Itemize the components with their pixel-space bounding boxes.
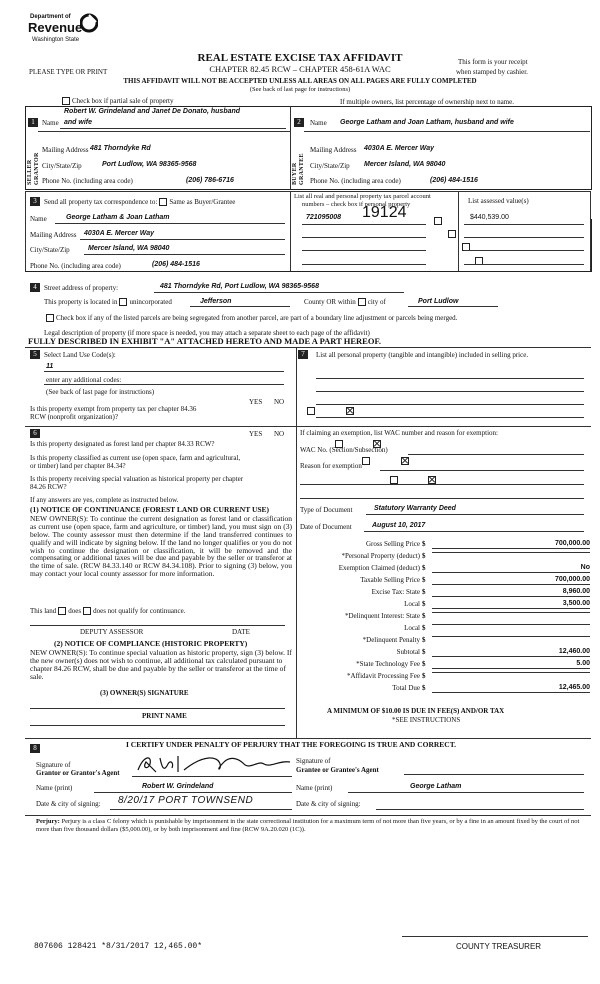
within-city-checkbox[interactable]	[358, 298, 366, 306]
receipt-note-2: when stamped by cashier.	[456, 68, 528, 76]
fee-row	[300, 600, 590, 611]
receipt-stamp: 807606 128421 *8/31/2017 12,465.00*	[34, 942, 203, 951]
current-use-yes-checkbox[interactable]	[362, 457, 370, 465]
fee-label: Local	[404, 624, 420, 632]
seller-mailing[interactable]: 481 Thorndyke Rd	[90, 145, 151, 152]
county-treasurer: COUNTY TREASURER	[456, 942, 542, 951]
grantor-date-city[interactable]: 8/20/17 PORT TOWNSEND	[118, 795, 254, 806]
assessed-value[interactable]: $440,539.00	[470, 214, 509, 221]
parcel-number[interactable]: 721095008	[306, 214, 342, 221]
dollar-sign: $	[422, 636, 426, 644]
section-8-badge: 8	[30, 744, 40, 753]
dollar-sign: $	[422, 648, 426, 656]
seller-name-1[interactable]: Robert W. Grindeland and Janet De Donato, husband	[64, 108, 241, 115]
document-type[interactable]: Statutory Warranty Deed	[374, 505, 456, 512]
property-street[interactable]: 481 Thorndyke Rd, Port Ludlow, WA 98365-9568	[160, 283, 319, 290]
fee-label: *State Technology Fee	[356, 660, 420, 668]
fee-label: Exemption Claimed (deduct)	[338, 564, 420, 572]
fee-value[interactable]: 700,000.00	[432, 540, 590, 549]
form-subtitle: CHAPTER 82.45 RCW – CHAPTER 458-61A WAC	[209, 64, 391, 74]
fee-value[interactable]	[432, 636, 590, 637]
property-county[interactable]: Jefferson	[200, 298, 232, 305]
land-does-not-checkbox[interactable]	[83, 607, 91, 615]
logo-swirl-icon	[80, 12, 98, 34]
document-date[interactable]: August 10, 2017	[372, 522, 426, 529]
section-7-badge: 7	[298, 350, 308, 359]
parcel-2-personal-checkbox[interactable]	[448, 230, 456, 238]
fee-row	[300, 624, 590, 635]
dollar-sign: $	[422, 552, 426, 560]
same-as-buyer-checkbox[interactable]	[159, 198, 167, 206]
tax-corr-mailing[interactable]: 4030A E. Mercer Way	[84, 230, 155, 237]
fee-label: Local	[404, 600, 420, 608]
parcel-1-personal-checkbox[interactable]	[434, 217, 442, 225]
buyer-name[interactable]: George Latham and Joan Latham, husband and wife	[340, 119, 514, 126]
dollar-sign: $	[422, 588, 426, 596]
fee-row	[300, 612, 590, 623]
property-city[interactable]: Port Ludlow	[418, 298, 459, 305]
fee-value[interactable]: 8,960.00	[432, 588, 590, 597]
buyer-city[interactable]: Mercer Island, WA 98040	[364, 161, 446, 168]
fee-value[interactable]	[432, 612, 590, 613]
multiple-owners-note: If multiple owners, list percentage of ownership next to name.	[340, 98, 514, 106]
see-back-note: (See back of last page for instructions)	[249, 86, 351, 93]
land-does-checkbox[interactable]	[58, 607, 66, 615]
dollar-sign: $	[422, 672, 426, 680]
fee-row	[300, 636, 590, 647]
fee-row	[300, 684, 590, 695]
form-title: REAL ESTATE EXCISE TAX AFFIDAVIT	[197, 52, 403, 64]
dollar-sign: $	[422, 660, 426, 668]
section-5-badge: 5	[30, 350, 40, 359]
minimum-note: A MINIMUM OF $10.00 IS DUE IN FEE(S) AND/OR TAX	[327, 707, 505, 715]
grantor-signature[interactable]	[134, 750, 294, 776]
fee-value[interactable]: 12,460.00	[432, 648, 590, 657]
parcel-handwritten: 19124	[362, 204, 407, 221]
fee-label: *Affidavit Processing Fee	[347, 672, 420, 680]
fee-value[interactable]: 12,465.00	[432, 684, 590, 693]
fee-label: Subtotal	[396, 648, 420, 656]
seller-city[interactable]: Port Ludlow, WA 98365-9568	[102, 161, 197, 168]
segregated-checkbox[interactable]	[46, 314, 54, 322]
tax-corr-name[interactable]: George Latham & Joan Latham	[66, 214, 170, 221]
fee-value[interactable]: No	[432, 564, 590, 573]
fee-row	[300, 588, 590, 599]
dor-logo: Department of Revenue Washington State	[28, 12, 98, 50]
dollar-sign: $	[422, 684, 426, 692]
fee-value[interactable]: 3,500.00	[432, 600, 590, 609]
fee-value[interactable]: 700,000.00	[432, 576, 590, 585]
grantee-name[interactable]: George Latham	[410, 783, 462, 790]
seller-side-label: SELLER GRANTOR	[27, 152, 40, 185]
section-4-badge: 4	[30, 283, 40, 292]
section-1-badge: 1	[28, 118, 38, 127]
fee-row	[300, 648, 590, 659]
buyer-mailing[interactable]: 4030A E. Mercer Way	[364, 145, 435, 152]
unincorporated-checkbox[interactable]	[119, 298, 127, 306]
tax-corr-phone[interactable]: (206) 484-1516	[152, 261, 200, 268]
fee-row	[300, 552, 590, 563]
tax-corr-city[interactable]: Mercer Island, WA 98040	[88, 245, 170, 252]
land-use-code[interactable]: 11	[46, 363, 54, 370]
dollar-sign: $	[422, 600, 426, 608]
seller-phone[interactable]: (206) 786-6716	[186, 177, 234, 184]
dollar-sign: $	[422, 576, 426, 584]
section-6-badge: 6	[30, 429, 40, 438]
seller-name-2[interactable]: and wife	[64, 119, 93, 126]
form-warning: THIS AFFIDAVIT WILL NOT BE ACCEPTED UNLESS ALL AREAS ON ALL PAGES ARE FULLY COMPLETED	[123, 77, 477, 85]
fee-value[interactable]	[432, 672, 590, 673]
fee-label: Total Due	[392, 684, 420, 692]
see-instructions: *SEE INSTRUCTIONS	[392, 716, 461, 724]
dollar-sign: $	[422, 612, 426, 620]
perjury-notice: Perjury: Perjury is a class C felony which is punishable by imprisonment in the state correctional institution for a maximum term of not more than five years, or by a fine in an amount fixed by the court of not more than five thousand dollars ($5,000.00), or by both imprisonment and fine (RCW 9A.20.020 (1C)).	[36, 818, 580, 833]
fee-label: Gross Selling Price	[365, 540, 420, 548]
section-2-badge: 2	[294, 118, 304, 127]
grantor-name[interactable]: Robert W. Grindeland	[142, 783, 214, 790]
legal-description[interactable]: FULLY DESCRIBED IN EXHIBIT "A" ATTACHED HERETO AND MADE A PART HEREOF.	[28, 336, 381, 346]
dollar-sign: $	[422, 564, 426, 572]
exempt-yes-checkbox[interactable]	[307, 407, 315, 415]
fee-row	[300, 660, 590, 671]
fee-label: *Delinquent Penalty	[362, 636, 420, 644]
current-use-no-checkbox[interactable]	[401, 457, 409, 465]
fee-label: *Delinquent Interest: State	[344, 612, 420, 620]
please-type: PLEASE TYPE OR PRINT	[29, 68, 108, 76]
partial-sale-checkbox[interactable]: Check box if partial sale of property	[60, 97, 173, 105]
receipt-note-1: This form is your receipt	[458, 58, 528, 66]
fee-row	[300, 672, 590, 683]
fee-value[interactable]: 5.00	[432, 660, 590, 669]
certify-statement: I CERTIFY UNDER PENALTY OF PERJURY THAT THE FOREGOING IS TRUE AND CORRECT.	[126, 740, 457, 749]
fee-label: Taxable Selling Price	[360, 576, 420, 584]
buyer-phone[interactable]: (206) 484-1516	[430, 177, 478, 184]
section-3-badge: 3	[30, 197, 40, 206]
dollar-sign: $	[422, 624, 426, 632]
buyer-side-label: BUYER GRANTEE	[292, 153, 305, 185]
fee-row	[300, 540, 590, 551]
fee-value[interactable]	[432, 624, 590, 625]
exempt-no-checkbox[interactable]	[346, 407, 354, 415]
dollar-sign: $	[422, 540, 426, 548]
fee-row	[300, 564, 590, 575]
fee-value[interactable]	[432, 552, 590, 553]
fee-row	[300, 576, 590, 587]
fee-label: Excise Tax: State	[371, 588, 420, 596]
fee-label: *Personal Property (deduct)	[341, 552, 420, 560]
